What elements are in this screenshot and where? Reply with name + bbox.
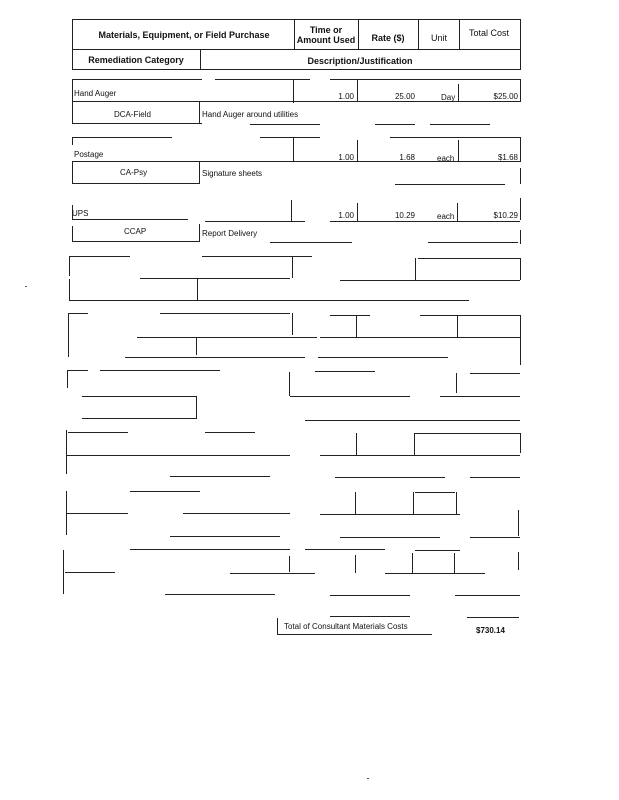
row-rate: 10.29 [394,211,415,220]
row-rate: 25.00 [394,92,415,101]
header-category: Remediation Category [88,55,184,65]
row-description: Report Delivery [202,229,258,238]
row-item: Hand Auger [74,89,117,98]
row-qty: 1.00 [338,92,354,101]
header-time: Time or Amount Used [296,25,356,45]
row-rate: 1.68 [399,153,415,162]
row-category: CA-Psy [120,168,148,177]
row-unit: each [437,154,455,163]
total-value: $730.14 [476,626,505,635]
header-item: Materials, Equipment, or Field Purchase [98,30,270,40]
row-item: UPS [72,209,89,218]
scan-speck [25,286,27,287]
header-unit: Unit [430,33,447,43]
row-category: CCAP [124,227,147,236]
row-description: Hand Auger around utilities [202,110,299,119]
header-description: Description/Justification [307,56,413,66]
row-qty: 1.00 [338,153,354,162]
row-description: Signature sheets [202,169,263,178]
row-category: DCA-Field [114,110,151,119]
row-unit: each [437,212,455,221]
row-total: $1.68 [497,153,518,162]
row-total: $25.00 [493,92,518,101]
scan-speck [367,778,369,779]
header-total: Total Cost [468,28,510,38]
total-label: Total of Consultant Materials Costs [284,622,408,631]
row-item: Postage [74,150,104,159]
row-total: $10.29 [493,211,518,220]
header-rate: Rate ($) [371,33,405,43]
row-unit: Day [441,93,456,102]
row-qty: 1.00 [338,211,354,220]
